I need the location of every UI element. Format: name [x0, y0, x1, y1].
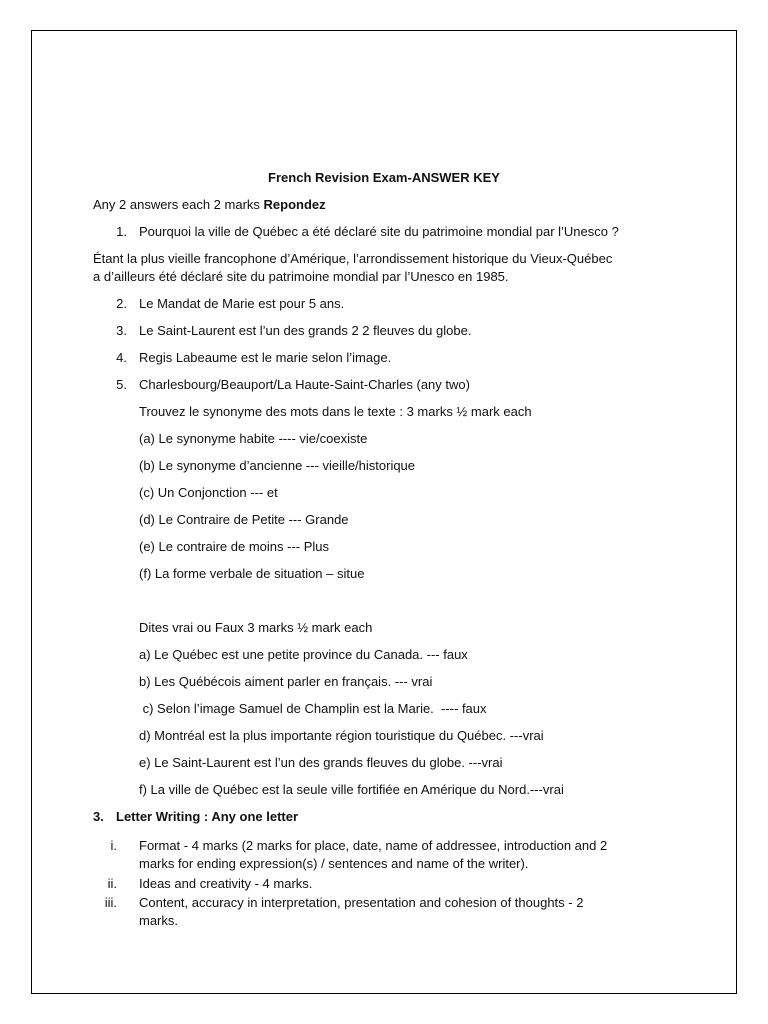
- answer-number: 3.: [116, 323, 127, 338]
- intro-text: Any 2 answers each 2 marks: [93, 197, 264, 212]
- truefalse-item: f) La ville de Québec est la seule ville fortifiée en Amérique du Nord.---vrai: [139, 782, 564, 797]
- answer-number: 2.: [116, 296, 127, 311]
- letter-item-line1: Format - 4 marks (2 marks for place, date, name of addressee, introduction and 2: [139, 838, 608, 853]
- letter-item-line2: marks.: [139, 913, 178, 928]
- answer-number: 4.: [116, 350, 127, 365]
- answer-text: Le Mandat de Marie est pour 5 ans.: [139, 296, 345, 311]
- answer-text: Charlesbourg/Beauport/La Haute-Saint-Charles (any two): [139, 377, 470, 392]
- letter-item-number: i.: [110, 838, 117, 853]
- synonyms-heading: Trouvez le synonyme des mots dans le texte : 3 marks ½ mark each: [139, 404, 532, 419]
- truefalse-item: e) Le Saint-Laurent est l’un des grands fleuves du globe. ---vrai: [139, 755, 503, 770]
- answer-text: Le Saint-Laurent est l’un des grands 2 2 fleuves du globe.: [139, 323, 472, 338]
- letter-item-number: iii.: [104, 895, 117, 910]
- synonym-item: (f) La forme verbale de situation – situe: [139, 566, 365, 581]
- synonym-item: (c) Un Conjonction --- et: [139, 485, 278, 500]
- q1-answer-line1: Étant la plus vieille francophone d’Amérique, l’arrondissement historique du Vieux-Québec: [93, 251, 613, 266]
- letter-heading: Letter Writing : Any one letter: [116, 809, 299, 824]
- synonym-item: (e) Le contraire de moins --- Plus: [139, 539, 330, 554]
- truefalse-item: c) Selon l’image Samuel de Champlin est la Marie. ---- faux: [139, 701, 487, 716]
- synonym-item: (b) Le synonyme d’ancienne --- vieille/historique: [139, 458, 416, 473]
- truefalse-heading: Dites vrai ou Faux 3 marks ½ mark each: [139, 620, 373, 635]
- letter-item-line2: marks for ending expression(s) / sentences and name of the writer).: [139, 856, 529, 871]
- truefalse-item: d) Montréal est la plus importante région touristique du Québec. ---vrai: [139, 728, 544, 743]
- q1-question: Pourquoi la ville de Québec a été déclaré site du patrimoine mondial par l’Unesco ?: [139, 224, 619, 239]
- answer-number: 5.: [116, 377, 127, 392]
- intro-bold: Repondez: [263, 197, 326, 212]
- q1-answer-line2: a d’ailleurs été déclaré site du patrimoine mondial par l’Unesco en 1985.: [93, 269, 509, 284]
- letter-number: 3.: [93, 809, 104, 824]
- letter-item-line1: Content, accuracy in interpretation, presentation and cohesion of thoughts - 2: [139, 895, 584, 910]
- synonym-item: (d) Le Contraire de Petite --- Grande: [139, 512, 349, 527]
- answer-text: Regis Labeaume est le marie selon l’image.: [139, 350, 392, 365]
- intro-line: [93, 196, 326, 214]
- letter-item-line1: Ideas and creativity - 4 marks.: [139, 876, 313, 891]
- q1-number: 1.: [116, 224, 127, 239]
- letter-item-number: ii.: [107, 876, 117, 891]
- document-title: French Revision Exam-ANSWER KEY: [268, 170, 500, 185]
- truefalse-item: b) Les Québécois aiment parler en français. --- vrai: [139, 674, 433, 689]
- truefalse-item: a) Le Québec est une petite province du Canada. --- faux: [139, 647, 468, 662]
- synonym-item: (a) Le synonyme habite ---- vie/coexiste: [139, 431, 368, 446]
